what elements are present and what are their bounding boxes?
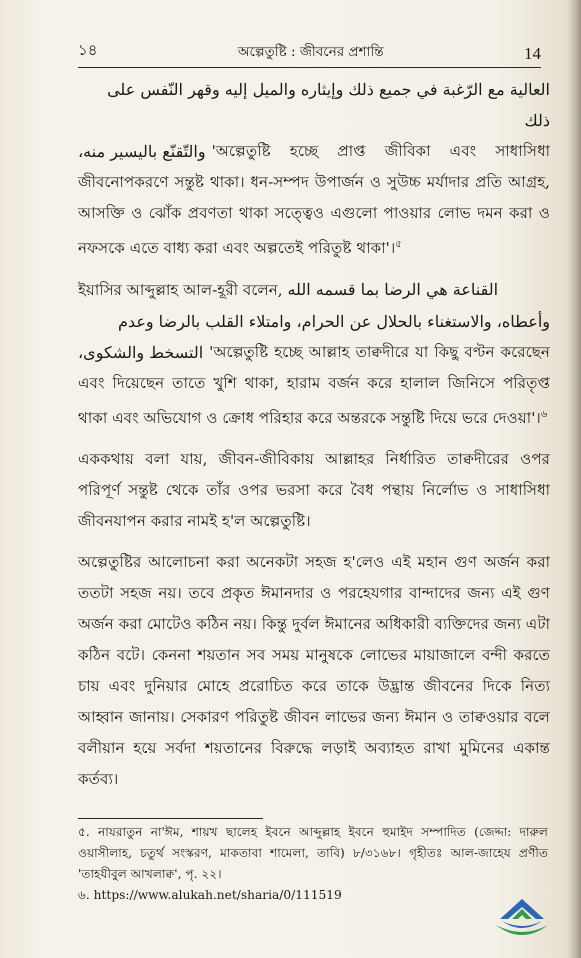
arabic-quote-2b: وأعطاه، والاستغناء بالحلال عن الحرام، وامتلاء القلب بالرضا وعدم — [118, 312, 550, 332]
footnote-divider — [78, 818, 263, 819]
paragraph-2 — [78, 274, 550, 434]
main-text — [78, 74, 550, 805]
footnote-6[interactable]: ৬. https://www.alukah.net/sharia/0/111519 — [78, 888, 342, 902]
arabic-quote-2c: التسخط والشكوى، — [78, 343, 204, 363]
running-title: অল্পেতুষ্টি : জীবনের প্রশান্তি — [237, 44, 384, 60]
publisher-logo-icon — [492, 895, 552, 945]
paragraph-1 — [78, 74, 550, 264]
paragraph-2-intro: ইয়াসির আব্দুল্লাহ আল-হূরী বলেন, — [78, 281, 283, 300]
footnotes — [78, 822, 548, 906]
page-number-english: 14 — [524, 44, 541, 63]
footnote-ref-5[interactable]: ৫ — [395, 239, 402, 250]
paragraph-1-text: 'অল্পেতুষ্টি হচ্ছে প্রাপ্ত জীবিকা এবং সাধাসিধা জীবনোপকরণে সন্তুষ্ট থাকা। ধন-সম্পদ উপার্জন ও সুউচ্চ মর্যাদার প্রতি আগ্রহ, আসক্তি ও ঝোঁক প্রবণতা থাকা সত্ত্বেও এগুলো পাওয়ার লোভ দমন করা ও নফসকে এতে বাধ্য করা এবং অল্পতেই পরিতুষ্ট থাকা'। — [78, 142, 550, 258]
footnote-5: ৫. নাযরাতুন না'ঈম, শায়খ ছালেহ ইবনে আব্দুল্লাহ ইবনে হুমাইদ সম্পাদিত (জেদ্দা: দারুল ওয়াসীলাহ, চতুর্থ সংস্করণ, মাকতাবা শামেলা, তাবি) ৮/৩১৬৮। গৃহীতঃ আল-জাহেয প্রণীত 'তাহযীবুল আখলাক্ব', পৃ. ২২। — [78, 825, 548, 881]
arabic-quote-2: القناعة هي الرضا بما قسمه الله — [287, 280, 499, 300]
arabic-quote-1: العالية مع الرّغبة في جميع ذلك وإيثاره والميل إليه وقهر النّفس على ذلك — [107, 80, 550, 130]
arabic-quote-1b: والتّقنّع باليسير منه، — [78, 142, 206, 161]
paragraph-2-text: 'অল্পেতুষ্টি হচ্ছে আল্লাহ তাক্বদীরে যা কিছু বণ্টন করেছেন এবং দিয়েছেন তাতে খুশি থাকা, হারাম বর্জন করে হালাল জিনিসে পরিতৃপ্ত থাকা এবং অভিযোগ ও ক্রোধ পরিহার করে অন্তরকে সন্তুষ্টি দিয়ে ভরে দেওয়া'। — [78, 343, 550, 428]
paragraph-3: এককথায় বলা যায়, জীবন-জীবিকায় আল্লাহর নির্ধারিত তাক্বদীরের ওপর পরিপূর্ণ সন্তুষ্ট থেকে তাঁর ওপর ভরসা করে বৈধ পন্থায় নির্লোভ ও সাধাসিধা জীবনযাপন করার নামই হ'ল অল্পেতুষ্টি। — [78, 450, 550, 531]
paragraph-4: অল্পেতুষ্টির আলোচনা করা অনেকটা সহজ হ'লেও এই মহান গুণ অর্জন করা ততটা সহজ নয়। তবে প্রকৃত ঈমানদার ও পরহেযগার বান্দাদের জন্য এই গুণ অর্জন করা মোটেও কঠিন নয়। কিন্তু দুর্বল ঈমানের অধিকারী ব্যক্তিদের জন্য এটা কঠিন বটে। কেননা শয়তান সব সময় মানুষকে লোভের মায়াজালে বন্দী করতে চায় এবং দুনিয়ার মোহে প্ররোচিত করে তাকে উদ্ভ্রান্ত জীবনের দিকে নিত্য আহ্বান জানায়। সেকারণ পরিতুষ্ট জীবন লাভের জন্য ঈমান ও তাক্বওয়ার বলে বলীয়ান হয়ে সর্বদা শয়তানের বিরুদ্ধে লড়াই অব্যাহত রাখা মুমিনের একান্ত কর্তব্য। — [78, 553, 550, 789]
footnote-ref-6[interactable]: ৬ — [540, 409, 548, 421]
page-spine-shadow — [567, 0, 581, 958]
running-header — [78, 38, 541, 68]
page-number-bengali: ১৪ — [78, 41, 98, 59]
